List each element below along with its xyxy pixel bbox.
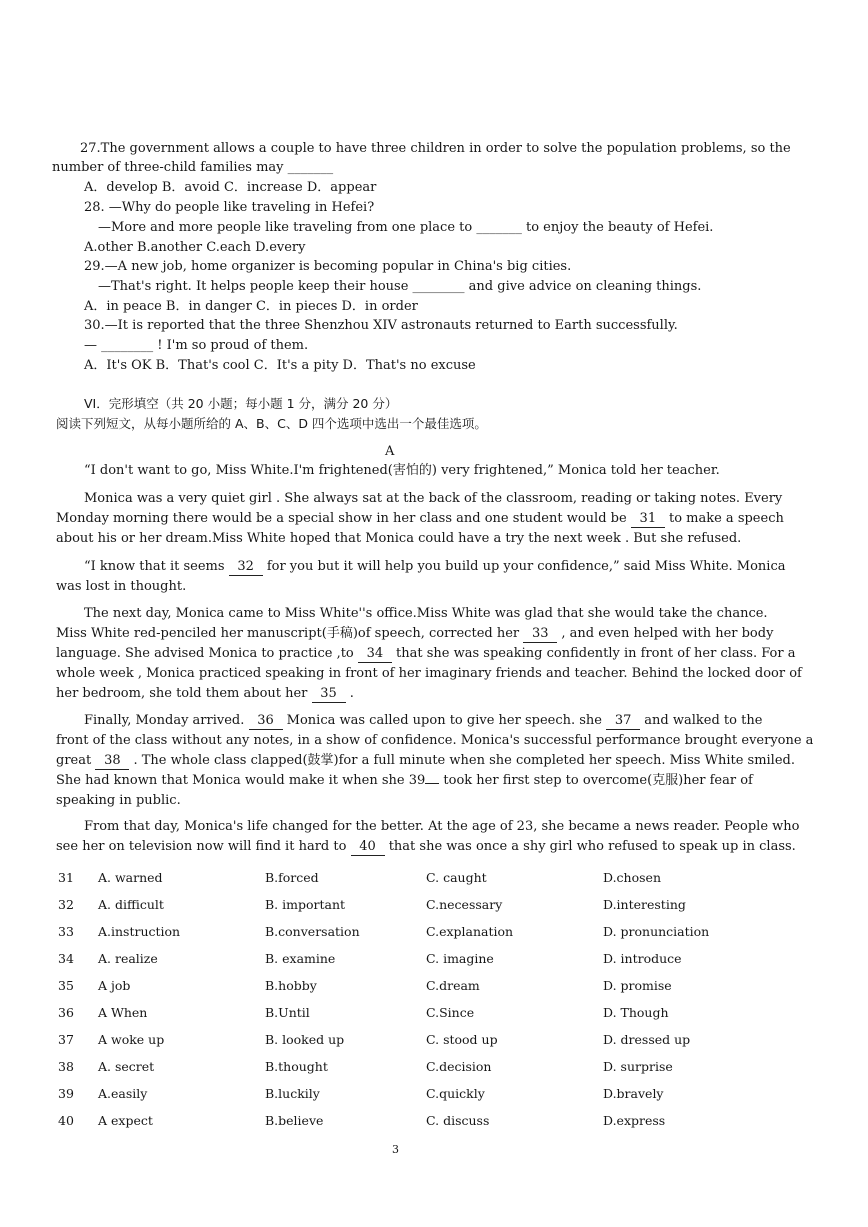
option-a-39: A.easily [98,1086,148,1101]
passage-para-5-line4 [56,773,753,789]
option-number-37: 37 [58,1032,74,1047]
option-number-39: 39 [58,1086,74,1101]
passage-para-3-line2: was lost in thought. [56,579,187,594]
option-a-32: A. difficult [98,897,164,912]
q28-stem-line2 [98,220,713,236]
option-b-39: B.luckily [265,1086,320,1101]
q27-options: A．develop B．avoid C．increase D．appear [84,180,377,195]
q27-stem-line1: 27.The government allows a couple to have three children in order to solve the population problems, so the [80,141,791,156]
passage-para-6-line2 [56,839,796,856]
option-b-36: B.Until [265,1005,310,1020]
option-d-37: D. dressed up [603,1032,691,1047]
blank-34: 34 [358,646,392,663]
p5-text-c: and walked to the [644,713,763,728]
passage-para-4-line4: whole week , Monica practiced speaking in front of her imaginary friends and teacher. Behind the locked door of [56,666,802,681]
option-c-35: C.dream [426,978,480,993]
option-a-31: A. warned [98,870,163,885]
q30-stem-tail: ! I'm so proud of them. [157,338,309,353]
p6-text-a: see her on television now will find it hard to [56,839,347,854]
q28-stem-text: —More and more people like traveling from one place to [98,220,473,235]
p6-text-b: that she was once a shy girl who refused to speak up in class. [388,839,796,854]
option-d-33: D. pronunciation [603,924,710,939]
passage-para-5-line1 [84,713,762,730]
option-b-38: B.thought [265,1059,328,1074]
option-number-34: 34 [58,951,74,966]
option-b-40: B.believe [265,1113,324,1128]
option-c-36: C.Since [426,1005,475,1020]
q30-options: A．It's OK B．That's cool C．It's a pity D．That's no excuse [84,358,476,373]
option-number-35: 35 [58,978,74,993]
p5-text-a: Finally, Monday arrived. [84,713,245,728]
passage-para-4-line2 [56,626,773,643]
blank-32: 32 [229,559,263,576]
section-instruction: 阅读下列短文，从每小题所给的 A、B、C、D 四个选项中选出一个最佳选项。 [56,416,487,431]
option-b-33: B.conversation [265,924,360,939]
passage-para-4-line3 [56,646,795,663]
option-d-31: D.chosen [603,870,661,885]
passage-label: A [385,444,395,459]
option-c-34: C. imagine [426,951,494,966]
passage-para-2-line2 [56,511,784,528]
q30-stem-line2 [84,338,308,354]
passage-para-2-line3: about his or her dream.Miss White hoped that Monica could have a try the next week . But she refused. [56,531,742,546]
p3-text-tail: for you but it will help you build up your confidence,” said Miss White. Monica [266,559,786,574]
option-b-35: B.hobby [265,978,317,993]
p4-text-f: . [349,686,354,701]
q29-stem-tail: and give advice on cleaning things. [468,279,702,294]
option-c-40: C. discuss [426,1113,490,1128]
p4-text-d: that she was speaking confidently in front of her class. For a [396,646,796,661]
option-a-33: A.instruction [98,924,181,939]
option-d-38: D. surprise [603,1059,673,1074]
q30-blank: ________ [101,338,154,353]
option-c-33: C.explanation [426,924,514,939]
q30-dash: — [84,338,97,353]
option-d-39: D.bravely [603,1086,664,1101]
option-a-37: A woke up [98,1032,165,1047]
blank-37: 37 [606,713,640,730]
q27-stem-line2 [52,160,333,176]
p5-text-e: . The whole class clapped(鼓掌)for a full minute when she completed her speech. Miss White smiled. [133,753,795,768]
blank-33: 33 [523,626,557,643]
blank-40: 40 [351,839,385,856]
option-d-32: D.interesting [603,897,686,912]
option-d-35: D. promise [603,978,672,993]
p4-text-a: Miss White red-penciled her manuscript(手稿)of speech, corrected her [56,626,520,641]
q27-stem-text: number of three-child families may [52,160,284,175]
p5-text-f: She had known that Monica would make it when she 39 [56,773,426,788]
q29-stem-line1: 29.—A new job, home organizer is becoming popular in China's big cities. [84,259,572,274]
option-number-32: 32 [58,897,74,912]
option-number-33: 33 [58,924,74,939]
passage-para-4-line1: The next day, Monica came to Miss White''s office.Miss White was glad that she would take the chance. [84,606,768,621]
option-a-36: A When [98,1005,148,1020]
q29-blank: ________ [412,279,465,294]
q28-blank: _______ [476,220,522,235]
passage-para-5-line3 [56,753,795,770]
p5-text-g: took her first step to overcome(克服)her fear of [443,773,753,788]
q28-stem-tail: to enjoy the beauty of Hefei. [526,220,714,235]
option-a-38: A. secret [98,1059,155,1074]
option-c-32: C.necessary [426,897,503,912]
passage-para-6-line1: From that day, Monica's life changed for the better. At the age of 23, she became a news reader. People who [84,819,800,834]
option-number-31: 31 [58,870,74,885]
q29-stem-line2 [98,279,701,295]
p3-text: “I know that it seems [84,559,225,574]
option-d-36: D. Though [603,1005,669,1020]
passage-para-1: “I don't want to go, Miss White.I'm frightened(害怕的) very frightened,” Monica told her teacher. [84,463,720,478]
option-c-38: C.decision [426,1059,492,1074]
passage-para-3-line1 [84,559,785,576]
page-number: 3 [392,1143,399,1156]
option-d-34: D. introduce [603,951,682,966]
p5-text-d: great [56,753,92,768]
p4-text-c: language. She advised Monica to practice ,to [56,646,354,661]
q29-stem-text: —That's right. It helps people keep their house [98,279,409,294]
q28-options: A.other B.another C.each D.every [84,240,306,255]
p5-text-b: Monica was called upon to give her speech. she [286,713,602,728]
option-c-39: C.quickly [426,1086,485,1101]
passage-para-2-line1: Monica was a very quiet girl . She always sat at the back of the classroom, reading or taking notes. Every [84,491,783,506]
option-a-40: A expect [98,1113,153,1128]
p4-text-e: her bedroom, she told them about her [56,686,308,701]
q28-stem-line1: 28. —Why do people like traveling in Hefei? [84,200,375,215]
option-b-34: B. examine [265,951,336,966]
option-b-37: B. looked up [265,1032,345,1047]
option-number-36: 36 [58,1005,74,1020]
option-number-38: 38 [58,1059,74,1074]
blank-36: 36 [249,713,283,730]
blank-38: 38 [95,753,129,770]
option-d-40: D.express [603,1113,666,1128]
option-b-31: B.forced [265,870,319,885]
option-c-31: C. caught [426,870,487,885]
option-a-34: A. realize [98,951,158,966]
blank-39-underline [425,783,439,784]
p2-text: Monday morning there would be a special show in her class and one student would be [56,511,627,526]
option-b-32: B. important [265,897,346,912]
blank-35: 35 [312,686,346,703]
p2-text-tail: to make a speech [668,511,784,526]
passage-para-5-line5: speaking in public. [56,793,181,808]
p4-text-b: , and even helped with her body [561,626,774,641]
q27-blank: _______ [287,160,334,175]
q30-stem-line1: 30.—It is reported that the three Shenzhou XIV astronauts returned to Earth successfully. [84,318,678,333]
q29-options: A．in peace B．in danger C．in pieces D．in order [84,299,418,314]
passage-para-4-line5 [56,686,354,703]
option-number-40: 40 [58,1113,74,1128]
passage-para-5-line2: front of the class without any notes, in a show of confidence. Monica's successful performance brought everyone a [56,733,814,748]
blank-31: 31 [631,511,665,528]
option-c-37: C. stood up [426,1032,498,1047]
option-a-35: A job [98,978,131,993]
section-title: VI．完形填空（共 20 小题；每小题 1 分，满分 20 分） [84,396,398,411]
